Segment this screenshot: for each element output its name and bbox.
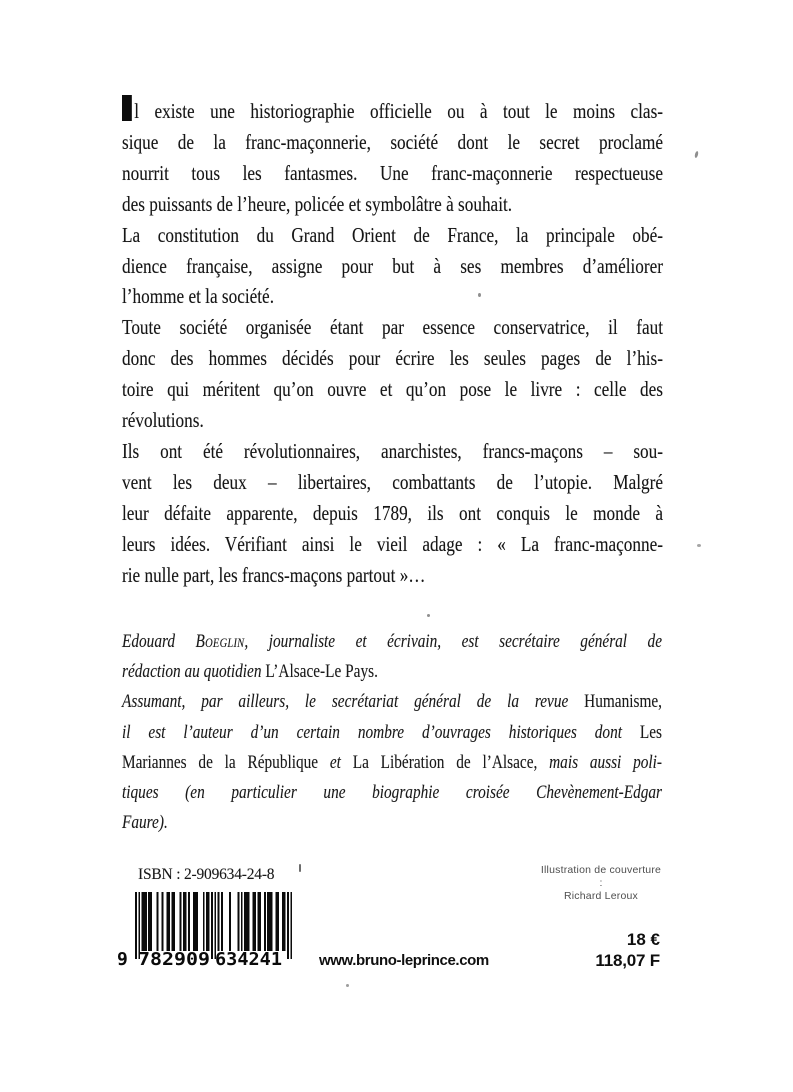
- synopsis-line: révolutions.: [122, 408, 204, 433]
- synopsis-line: Toute société organisée étant par essence conservatrice, il faut: [122, 315, 664, 340]
- credit-line: Illustration de couverture :: [540, 864, 662, 889]
- bio-text-segment: et: [329, 751, 353, 773]
- synopsis-line: nourrit tous les fantasmes. Une franc-maçonnerie respectueuse: [122, 160, 664, 185]
- synopsis-text: [122, 95, 663, 591]
- synopsis-line: des puissants de l’heure, policée et symbolâtre à souhait.: [122, 191, 513, 216]
- price-euro: 18 €: [626, 930, 660, 949]
- bio-text-segment: mais aussi poli-: [549, 751, 663, 773]
- isbn-label: ISBN : 2-909634-24-8: [138, 866, 275, 883]
- bio-text-segment: Edouard: [122, 631, 196, 652]
- bio-line: [122, 748, 662, 778]
- price-francs: 118,07 F: [595, 951, 660, 970]
- scan-speck: [478, 293, 481, 297]
- synopsis-line: vent les deux – libertaires, combattants de l’utopie. Malgré: [122, 469, 664, 494]
- synopsis-line: Ils ont été révolutionnaires, anarchistes, francs-maçons – sou-: [122, 438, 664, 463]
- scan-speck: [697, 544, 701, 547]
- synopsis-line: sique de la franc-maçonnerie, société dont le secret proclamé: [122, 129, 664, 154]
- bio-text-segment: Faure).: [122, 812, 168, 834]
- bio-line: [122, 627, 662, 657]
- scan-speck: [299, 864, 301, 872]
- synopsis-line: donc des hommes décidés pour écrire les seules pages de l’his-: [122, 346, 664, 371]
- bio-text-segment: Humanisme,: [584, 691, 663, 713]
- synopsis-line: dience française, assigne pour but à ses membres d’améliorer: [122, 253, 664, 278]
- credit-line: Richard Leroux: [563, 890, 638, 902]
- bio-line: [122, 687, 662, 717]
- synopsis-line: l existe une historiographie officielle ou à tout le moins clas-: [122, 95, 663, 127]
- bio-text-segment: Les: [639, 721, 663, 743]
- bio-text-segment: il est l’auteur d’un certain nombre d’ouvrages historiques dont: [122, 721, 640, 743]
- synopsis-line: toire qui méritent qu’on ouvre et qu’on pose le livre : celle des: [122, 377, 664, 402]
- bio-text-segment: La Libération de l’Alsace,: [352, 751, 550, 773]
- cover-illustration-credit: [538, 864, 664, 903]
- bio-text-segment: Assumant, par ailleurs, le secrétariat général de la revue: [122, 691, 585, 713]
- drop-cap-bar: [122, 95, 132, 121]
- synopsis-line: rie nulle part, les francs-maçons partout »…: [122, 562, 426, 587]
- synopsis-line: La constitution du Grand Orient de France, la principale obé-: [122, 222, 664, 247]
- synopsis-line: l’homme et la société.: [122, 284, 275, 309]
- bio-line: [122, 657, 662, 687]
- barcode-lead-digit: 9: [117, 949, 128, 970]
- ean13-barcode: [117, 892, 295, 970]
- bio-line: [122, 778, 662, 808]
- bio-line: [122, 718, 662, 748]
- bio-text-segment: Boeglin: [195, 631, 245, 652]
- publisher-website: www.bruno-leprince.com: [319, 952, 489, 969]
- synopsis-line: leur défaite apparente, depuis 1789, ils ont conquis le monde à: [122, 500, 664, 525]
- bio-text-segment: Mariannes de la République: [122, 751, 330, 773]
- bio-text-segment: tiques (en particulier une biographie croisée Chevènement-Edgar: [122, 782, 663, 804]
- bio-line: [122, 808, 662, 838]
- barcode-digit-group: 634241: [215, 949, 282, 970]
- synopsis-line: leurs idées. Vérifiant ainsi le vieil adage : « La franc-maçonne-: [122, 531, 664, 556]
- bio-text-segment: L’Alsace-Le Pays.: [265, 661, 378, 683]
- scan-speck: [346, 984, 349, 987]
- scan-speck: [427, 614, 430, 617]
- bio-text-segment: , journaliste et écrivain, est secrétaire général de: [244, 631, 663, 652]
- author-bio: [122, 627, 662, 838]
- bio-text-segment: rédaction au quotidien: [122, 661, 266, 683]
- barcode-digit-group: 782909: [138, 949, 210, 970]
- scan-speck: [694, 151, 699, 159]
